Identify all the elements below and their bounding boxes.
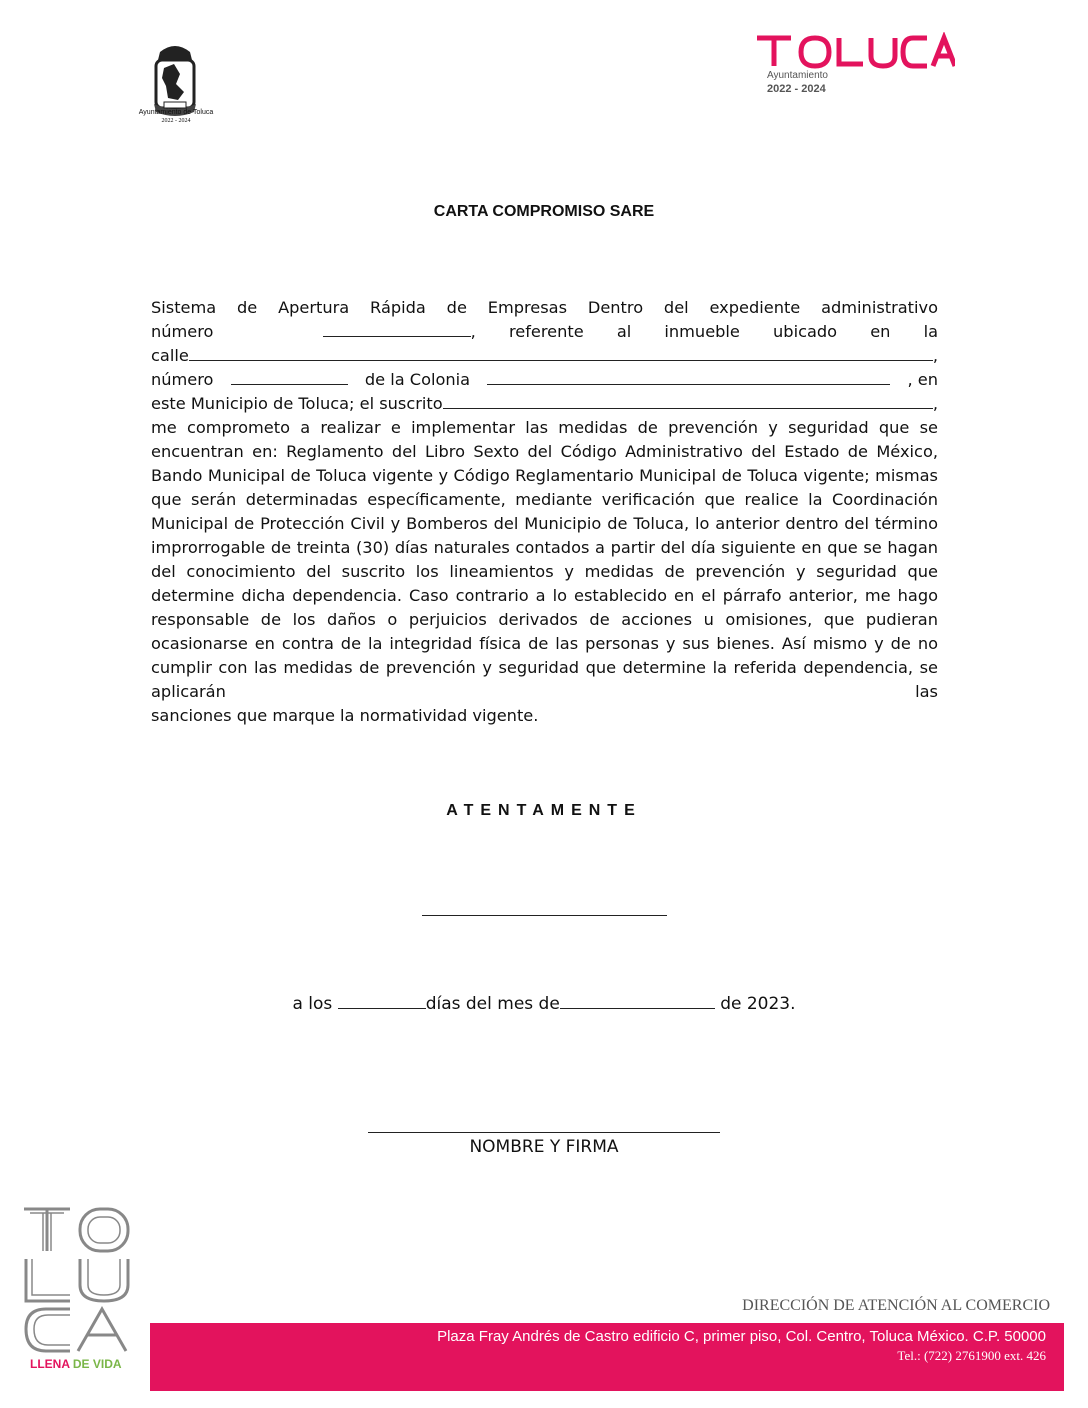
label-calle: calle — [151, 346, 189, 365]
signature-label: NOMBRE Y FIRMA — [469, 1137, 619, 1157]
body-line: Sistema de Apertura Rápida de Empresas Dentro del expediente administrativo — [151, 298, 938, 317]
body-line — [151, 368, 938, 392]
body-line — [151, 392, 938, 416]
comma: , — [932, 394, 938, 413]
footer-slogan: LLENA DE VIDA — [30, 1357, 122, 1371]
document-body — [151, 296, 938, 728]
document-title: CARTA COMPROMISO SARE — [433, 203, 655, 220]
footer-phone: Tel.: (722) 2761900 ext. 426 — [897, 1348, 1046, 1363]
date-line — [0, 991, 1088, 1014]
body-paragraph: me comprometo a realizar e implementar las medidas de prevención y seguridad que se encuentran en: Reglamento del Libro Sexto del Código Administrativo del Estado de México, Bando Municipal de Toluca vigente y Código Reglamentario Municipal de Toluca vigente; mismas que serán determinadas específicamente, mediante verificación que realice la Coordinación Municipal de Protección Civil y Bomberos del Municipio de Toluca, lo anterior dentro del término improrrogable de treinta (30) días naturales contados a partir del día siguiente en que se hagan del conocimiento del suscrito los lineamientos y medidas de prevención y seguridad que determine dicha dependencia. Caso contrario a lo establecido en el párrafo anterior, me hago responsable de los daños o perjuicios derivados de acciones u omisiones, que pudieran ocasionarse en contra de la integridad física de las personas y sus bienes. Así mismo y de no cumplir con las medidas de prevención y seguridad que determine la referida dependencia, se aplicarán las — [151, 418, 938, 701]
body-last-line: sanciones que marque la normatividad vigente. — [151, 706, 539, 725]
seal-caption: Ayuntamiento de Toluca — [138, 109, 214, 116]
label-year: de 2023. — [720, 994, 796, 1014]
signature-line[interactable] — [368, 1132, 720, 1133]
label-suscrito: este Municipio de Toluca; el suscrito — [151, 394, 443, 413]
closing-atentamente: ATENTAMENTE — [446, 802, 642, 819]
street-number-field[interactable] — [231, 368, 348, 385]
brand-years: 2022 - 2024 — [767, 83, 826, 95]
label-referente: , referente al inmueble ubicado en la — [470, 322, 938, 341]
footer-address: Plaza Fray Andrés de Castro edificio C, primer piso, Col. Centro, Toluca México. C.P. 50000 — [437, 1328, 1046, 1345]
comma: , — [932, 346, 938, 365]
day-field[interactable] — [338, 991, 426, 1009]
calle-field[interactable] — [189, 344, 933, 361]
label-colonia: de la Colonia — [364, 370, 471, 389]
body-line — [151, 320, 938, 344]
body-line — [151, 344, 938, 368]
suscrito-field[interactable] — [443, 392, 933, 409]
toluca-stacked-logo — [22, 1205, 132, 1355]
expediente-number-field[interactable] — [323, 320, 471, 337]
colonia-field[interactable] — [487, 368, 890, 385]
brand-subtitle: Ayuntamiento — [767, 70, 828, 81]
department-name: DIRECCIÓN DE ATENCIÓN AL COMERCIO — [742, 1297, 1050, 1314]
municipal-seal-logo — [130, 40, 220, 130]
month-field[interactable] — [560, 991, 715, 1009]
label-a-los: a los — [292, 994, 333, 1014]
label-numero: número — [151, 322, 214, 341]
label-numero-2: número — [151, 370, 214, 389]
label-dias-mes: días del mes de — [425, 994, 560, 1014]
seal-caption-years: 2022 - 2024 — [161, 118, 191, 124]
signature-line-top[interactable] — [422, 915, 667, 916]
label-en: , en — [907, 370, 938, 389]
